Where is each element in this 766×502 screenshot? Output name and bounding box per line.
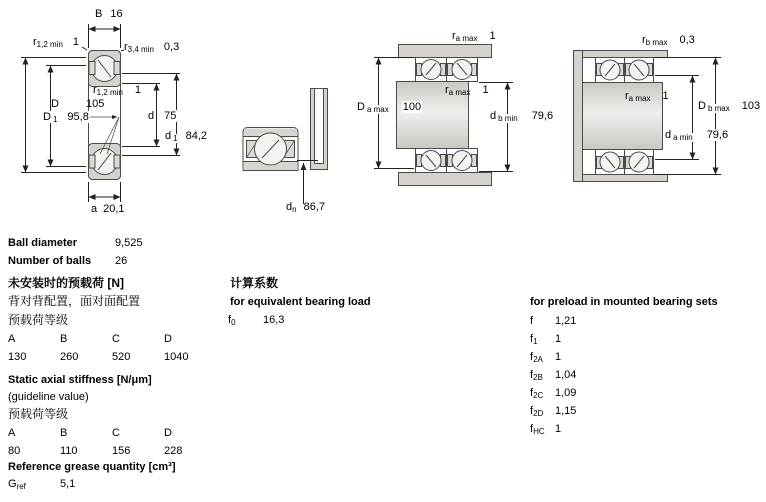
shaft-fit-drawing [574, 51, 722, 182]
equiv-load-heading: for equivalent bearing load [230, 296, 371, 308]
grease-heading: Reference grease quantity [cm³] [8, 461, 176, 473]
stiffness-values-row: 80 110 156 228 [8, 445, 183, 457]
preload-class-note: 预载荷等级 [8, 313, 69, 327]
row-f1: $f_1$ 1 [530, 333, 562, 346]
dim-label-distance-a: a 20,1 [91, 203, 125, 215]
row-number-of-balls: Number of balls 26 [8, 255, 128, 267]
preload-values-row: 130 260 520 1040 [8, 351, 189, 363]
row-fhc: $f_{HC}$ 1 [530, 423, 562, 436]
dim-label-da-min: d $_{a min}$ 79,6 [665, 129, 729, 142]
dim-label-width-B: B 16 [95, 8, 123, 20]
calc-factors-heading: 计算系数 [230, 276, 279, 290]
stiffness-class-header-row: A B C D [8, 427, 172, 439]
dim-label-shoulder-D1: D $_1$ 95,8 [43, 111, 89, 124]
dim-label-shoulder-d1: d $_1$ 84,2 [165, 130, 207, 143]
dim-label-ra-max-top: $r_{a max}$ 1 [452, 30, 496, 43]
dim-label-db-min: d $_{b min}$ 79,6 [490, 110, 554, 123]
stiffness-heading: Static axial stiffness [N/μm] [8, 374, 152, 386]
row-ball-diameter: Ball diameter 9,525 [8, 237, 143, 249]
row-f: f 1,21 [530, 315, 577, 327]
preload-arrangement-note: 背对背配置，面对面配置 [8, 294, 141, 308]
dim-label-dn: $d_n$ 86,7 [286, 201, 325, 214]
dim-label-chamfer-r12-top: $r_{1,2 min}$ 1 [33, 36, 80, 49]
dim-label-Db-max: D $_{b max}$ 103 [698, 100, 761, 113]
dim-label-ra-max: $r_{a max}$ 1 [625, 90, 669, 103]
preload-heading: 未安装时的预载荷 [N] [8, 276, 124, 290]
dim-label-chamfer-r12-mid: $r_{1,2 min}$ 1 [93, 84, 142, 97]
stiffness-class-note: 预载荷等级 [8, 407, 69, 421]
row-gref: $G_{ref}$ 5,1 [8, 478, 76, 491]
preload-sets-heading: for preload in mounted bearing sets [530, 296, 718, 308]
dim-label-chamfer-r34: $r_{3,4 min}$ 0,3 [124, 41, 180, 54]
row-f2b: $f_{2B}$ 1,04 [530, 369, 577, 382]
preload-class-header-row: A B C D [8, 333, 172, 345]
dim-label-outside-diameter-D: D 105 [51, 98, 105, 110]
row-f2d: $f_{2D}$ 1,15 [530, 405, 577, 418]
row-f2c: $f_{2C}$ 1,09 [530, 387, 577, 400]
dim-label-ra-max-mid: $r_{a max}$ 1 [445, 84, 489, 97]
dim-label-bore-d: d 75 [148, 110, 177, 122]
side-view-drawing [243, 89, 328, 205]
dim-label-Da-max: D $_{a max}$ 100 [357, 101, 422, 114]
row-f0: $f_0$ 16,3 [228, 314, 285, 327]
dim-label-rb-max: $r_{b max}$ 0,3 [642, 34, 695, 47]
row-f2a: $f_{2A}$ 1 [530, 351, 562, 364]
stiffness-guideline-note: (guideline value) [8, 391, 89, 403]
